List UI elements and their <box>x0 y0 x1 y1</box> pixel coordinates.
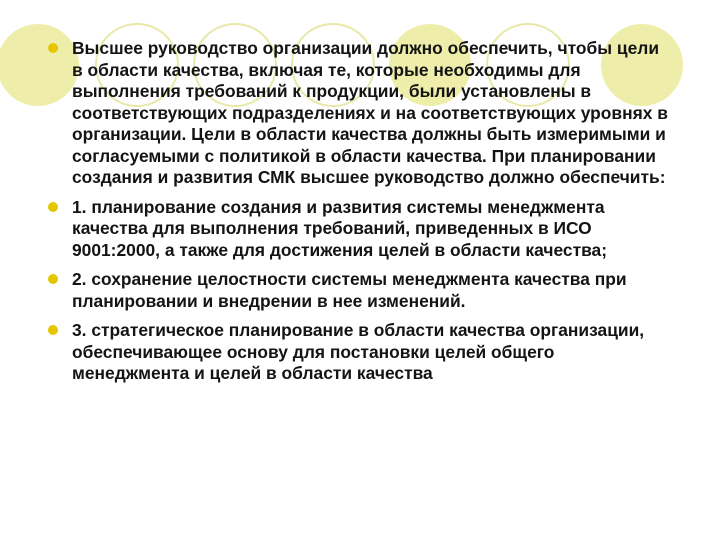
bullet-text-4: 3. стратегическое планирование в области качества организации, обеспечивающее основу для постановки целей общего менеджмента и целей в области качества <box>72 320 645 383</box>
bullet-text-1: Высшее руководство организации должно обеспечить, чтобы цели в области качества, включая те, которые необходимы для выполнения требований к продукции, были установлены в соответствующих подразделениях и на соответствующих уровнях в организации. Цели в области качества должны быть измеримыми и согласуемыми с политикой в области качества. При планировании создания и развития СМК высшее руководство должно обеспечить: <box>72 38 668 187</box>
bullet-item-2 <box>48 197 668 262</box>
bullet-icon <box>48 43 58 53</box>
bullet-icon <box>48 274 58 284</box>
bullet-item-4 <box>48 320 668 385</box>
bullet-text-2: 1. планирование создания и развития системы менеджмента качества для выполнения требований, приведенных в ИСО 9001:2000, а также для достижения целей в области качества; <box>72 196 608 260</box>
bullet-text-3: 2. сохранение целостности системы менеджмента качества при планировании и внедрении в нее изменений. <box>72 269 627 311</box>
bullet-item-3 <box>48 269 668 312</box>
bullet-item-1 <box>48 38 668 189</box>
bullet-icon <box>48 202 58 212</box>
bullet-list <box>48 38 668 393</box>
bullet-icon <box>48 325 58 335</box>
